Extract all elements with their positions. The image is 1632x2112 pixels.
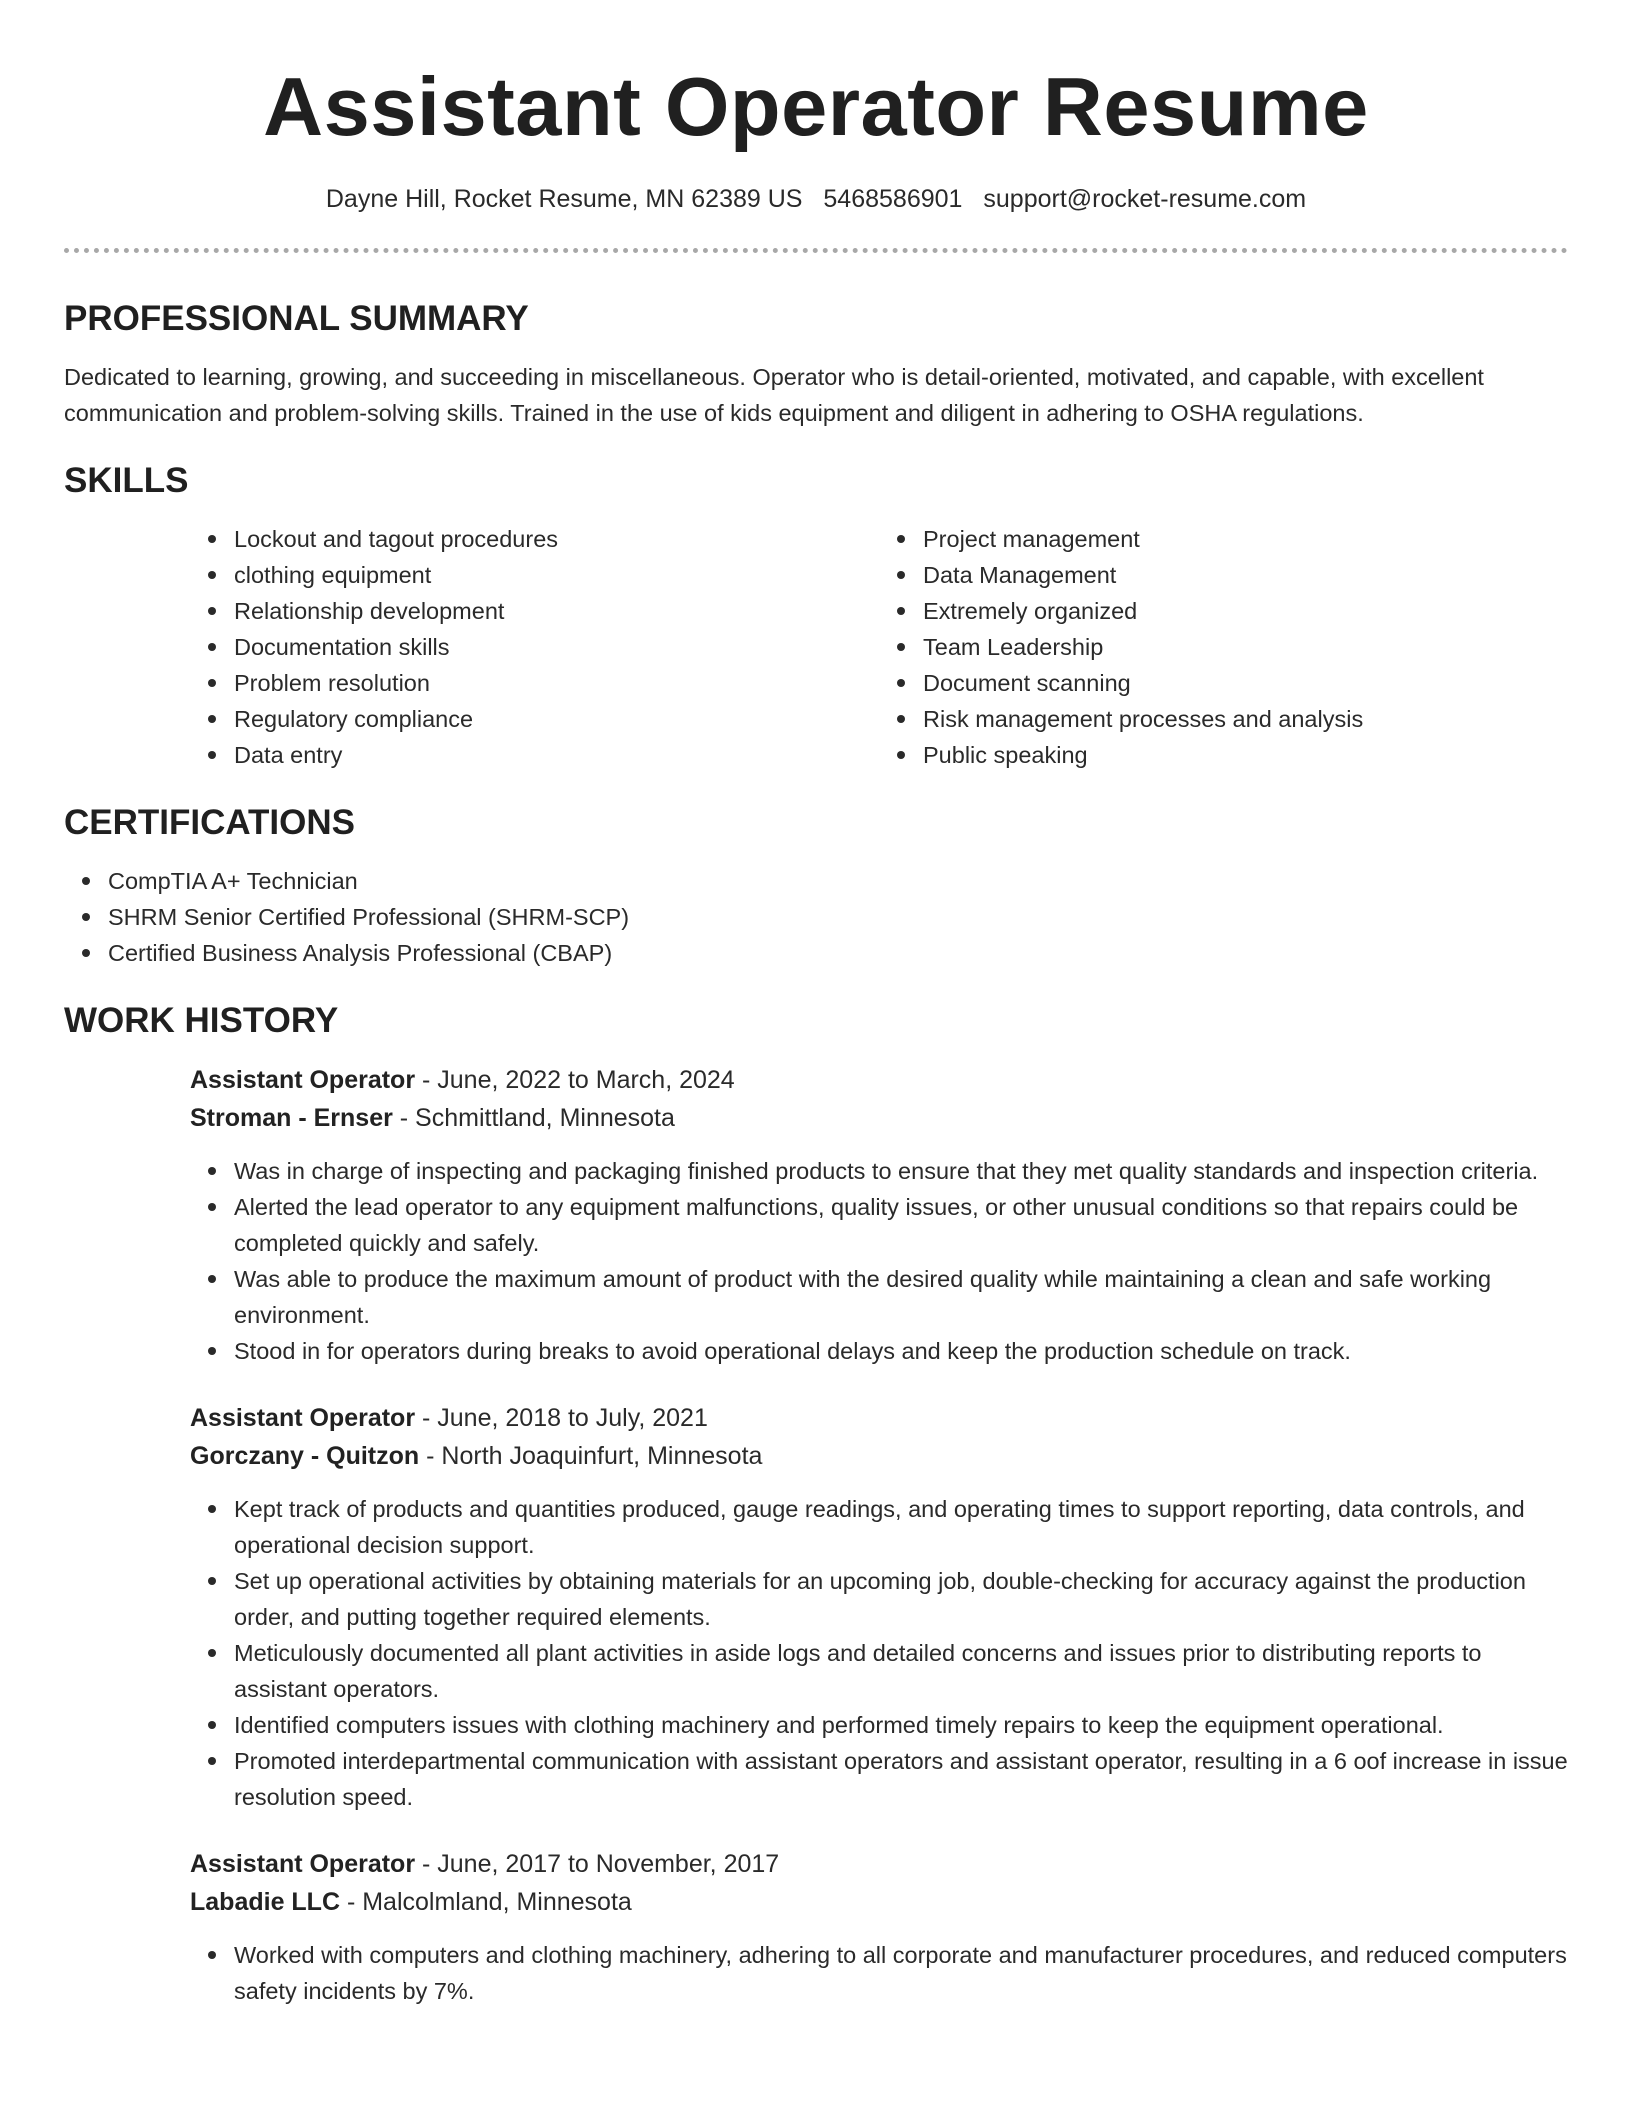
list-item: Problem resolution [234, 665, 879, 701]
resume-page [64, 0, 1568, 2009]
job-dates: - June, 2017 to November, 2017 [415, 1850, 780, 1878]
list-item: Was in charge of inspecting and packaging finished products to ensure that they met quality standards and inspection criteria. [234, 1153, 1568, 1189]
job-dates: - June, 2022 to March, 2024 [415, 1066, 735, 1094]
job-company-line [190, 1883, 1568, 1921]
job-dates: - June, 2018 to July, 2021 [415, 1404, 708, 1432]
job-entry [190, 1845, 1568, 2009]
list-item: Meticulously documented all plant activities in aside logs and detailed concerns and issues prior to distributing reports to assistant operators. [234, 1635, 1568, 1707]
job-location: - Schmittland, Minnesota [392, 1104, 675, 1132]
skills-list [190, 521, 1568, 773]
resume-title: Assistant Operator Resume [263, 60, 1369, 153]
job-entry [190, 1061, 1568, 1369]
job-company-line [190, 1099, 1568, 1137]
job-company-line [190, 1437, 1568, 1475]
job-company: Gorczany - Quitzon [190, 1442, 420, 1470]
summary-heading: PROFESSIONAL SUMMARY [64, 299, 529, 338]
job-title: Assistant Operator [190, 1066, 416, 1094]
list-item: Promoted interdepartmental communication with assistant operators and assistant operator, resulting in a 6 oof increase in issue resolution speed. [234, 1743, 1568, 1815]
summary-text: Dedicated to learning, growing, and succeeding in miscellaneous. Operator who is detail-oriented, motivated, and capable, with excellent communication and problem-solving skills. Trained in the use of kids equipment and diligent in adhering to OSHA regulations. [64, 364, 1484, 426]
job-entry [190, 1399, 1568, 1815]
job-title: Assistant Operator [190, 1404, 416, 1432]
certifications-list [64, 863, 1568, 971]
list-item: Risk management processes and analysis [923, 701, 1568, 737]
list-item: Project management [923, 521, 1568, 557]
list-item: Team Leadership [923, 629, 1568, 665]
job-bullets [190, 1491, 1568, 1815]
job-company: Stroman - Ernser [190, 1104, 393, 1132]
list-item: Data entry [234, 737, 879, 773]
job-title-line [190, 1061, 1568, 1099]
job-title: Assistant Operator [190, 1850, 416, 1878]
list-item: Alerted the lead operator to any equipment malfunctions, quality issues, or other unusual conditions so that repairs could be completed quickly and safely. [234, 1189, 1568, 1261]
list-item: Identified computers issues with clothing machinery and performed timely repairs to keep the equipment operational. [234, 1707, 1568, 1743]
list-item: Public speaking [923, 737, 1568, 773]
list-item: Extremely organized [923, 593, 1568, 629]
list-item: Documentation skills [234, 629, 879, 665]
list-item: Stood in for operators during breaks to avoid operational delays and keep the production schedule on track. [234, 1333, 1568, 1369]
skills-heading: SKILLS [64, 461, 189, 500]
skills-right-column [879, 521, 1568, 773]
job-location: - North Joaquinfurt, Minnesota [419, 1442, 763, 1470]
list-item: Lockout and tagout procedures [234, 521, 879, 557]
list-item: Regulatory compliance [234, 701, 879, 737]
list-item: Certified Business Analysis Professional (CBAP) [108, 935, 1568, 971]
job-bullets [190, 1937, 1568, 2009]
header-divider [64, 248, 1568, 253]
contact-email: support@rocket-resume.com [983, 185, 1307, 213]
list-item: Data Management [923, 557, 1568, 593]
certifications-heading: CERTIFICATIONS [64, 803, 356, 842]
contact-address: Dayne Hill, Rocket Resume, MN 62389 US [325, 185, 803, 213]
job-title-line [190, 1399, 1568, 1437]
list-item: SHRM Senior Certified Professional (SHRM-SCP) [108, 899, 1568, 935]
job-location: - Malcolmland, Minnesota [340, 1888, 632, 1916]
contact-phone: 5468586901 [823, 185, 963, 213]
job-bullets [190, 1153, 1568, 1369]
list-item: Was able to produce the maximum amount of product with the desired quality while maintaining a clean and safe working environment. [234, 1261, 1568, 1333]
list-item: Set up operational activities by obtaining materials for an upcoming job, double-checking for accuracy against the production order, and putting together required elements. [234, 1563, 1568, 1635]
list-item: CompTIA A+ Technician [108, 863, 1568, 899]
list-item: Document scanning [923, 665, 1568, 701]
list-item: Relationship development [234, 593, 879, 629]
list-item: Kept track of products and quantities produced, gauge readings, and operating times to support reporting, data controls, and operational decision support. [234, 1491, 1568, 1563]
list-item: clothing equipment [234, 557, 879, 593]
job-company: Labadie LLC [190, 1888, 341, 1916]
contact-line [64, 182, 1568, 216]
skills-left-column [190, 521, 879, 773]
job-title-line [190, 1845, 1568, 1883]
work-history-heading: WORK HISTORY [64, 1001, 339, 1040]
list-item: Worked with computers and clothing machinery, adhering to all corporate and manufacturer procedures, and reduced computers safety incidents by 7%. [234, 1937, 1568, 2009]
